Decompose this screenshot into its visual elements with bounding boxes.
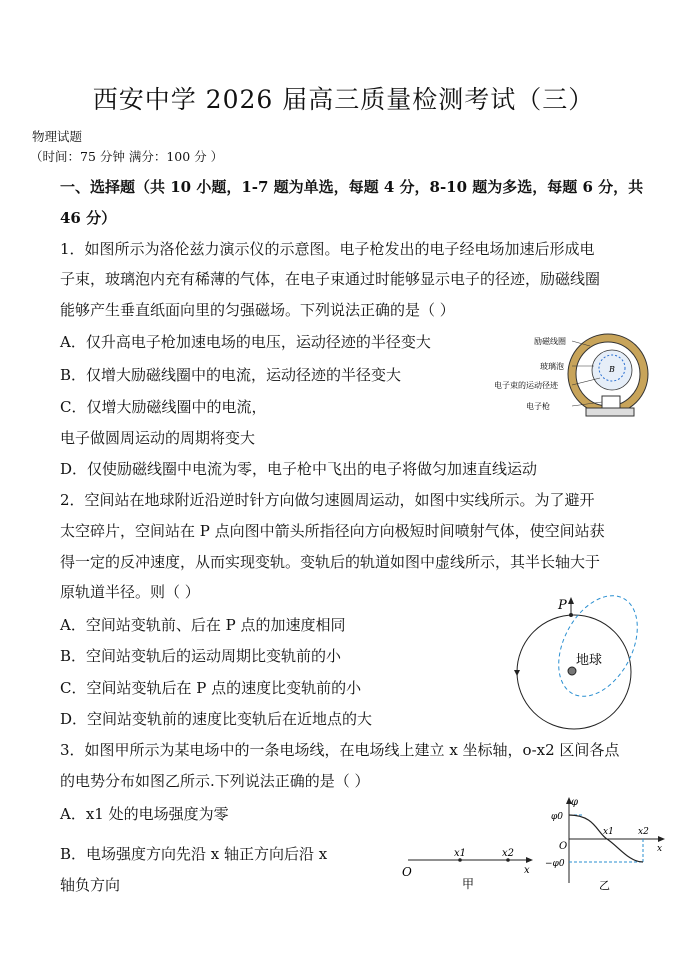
q1-stem-line2: 子束，玻璃泡内充有稀薄的气体，在电子束通过时能够显示电子的径迹，励磁线圈	[60, 270, 601, 288]
gun-label: 电子枪	[526, 402, 550, 411]
q1-stem-line1: 1．如图所示为洛伦兹力演示仪的示意图。电子枪发出的电子经电场加速后形成电	[60, 240, 595, 258]
q2-option-d: D．空间站变轨前的速度比变轨后在近地点的大	[60, 710, 373, 728]
orbit-figure	[508, 588, 658, 733]
q1-option-a: A．仅升高电子枪加速电场的电压，运动径迹的半径变大	[60, 333, 431, 351]
section-heading-line1: 一、选择题（共 10 小题，1-7 题为单选，每题 4 分，8-10 题为多选，每题 6 分，共	[60, 178, 644, 196]
point-p-label: P	[558, 598, 567, 613]
q1-option-c-line2: 电子做圆周运动的周期将变大	[60, 429, 256, 447]
lorentz-apparatus-figure	[490, 330, 660, 422]
section-heading-line2: 46 分）	[60, 209, 117, 227]
jia-x1-label: x1	[454, 848, 467, 859]
bulb-label: 玻璃泡	[540, 362, 564, 371]
yi-x-label: x	[657, 844, 663, 854]
q2-stem-line4: 原轨道半径。则（ ）	[60, 583, 200, 601]
field-b-label: B	[609, 365, 615, 374]
yi-x1-label: x1	[603, 827, 614, 837]
q2-stem-line1: 2．空间站在地球附近沿逆时针方向做匀速圆周运动，如图中实线所示。为了避开	[60, 491, 595, 509]
q1-option-b: B．仅增大励磁线圈中的电流，运动径迹的半径变大	[60, 366, 402, 384]
q1-stem-line3: 能够产生垂直纸面向里的匀强磁场。下列说法正确的是（ ）	[60, 301, 455, 319]
q3-option-b-line1: B．电场强度方向先沿 x 轴正方向后沿 x	[60, 845, 328, 863]
q2-stem-line2: 太空碎片，空间站在 P 点向图中箭头所指径向方向极短时间喷射气体，使空间站获	[60, 522, 605, 540]
yi-neg-phi0-label: −φ0	[545, 859, 565, 869]
yi-phi0-label: φ0	[551, 812, 564, 822]
q3-stem-line1: 3．如图甲所示为某电场中的一条电场线，在电场线上建立 x 坐标轴，o-x2 区间各点	[60, 741, 620, 759]
q3-option-b-line2: 轴负方向	[60, 876, 121, 894]
jia-x2-label: x2	[502, 848, 515, 859]
yi-phi-label: φ	[571, 797, 579, 808]
q1-option-c-line1: C．仅增大励磁线圈中的电流，	[60, 398, 267, 416]
potential-graph-figure	[545, 795, 670, 895]
page-title: 西安中学 2026 届高三质量检测考试（三）	[92, 85, 595, 114]
jia-origin-label: O	[402, 865, 412, 879]
q3-stem-line2: 的电势分布如图乙所示.下列说法正确的是（ ）	[60, 772, 370, 790]
q2-option-b: B．空间站变轨后的运动周期比变轨前的小	[60, 647, 342, 665]
track-label: 电子束的运动径迹	[494, 381, 558, 390]
coil-label: 励磁线圈	[534, 337, 566, 346]
q3-option-a: A．x1 处的电场强度为零	[60, 805, 229, 823]
q2-option-c: C．空间站变轨后在 P 点的速度比变轨前的小	[60, 679, 362, 697]
q2-option-a: A．空间站变轨前、后在 P 点的加速度相同	[60, 616, 346, 634]
yi-origin-label: O	[559, 841, 568, 852]
q2-stem-line3: 得一定的反冲速度，从而实现变轨。变轨后的轨道如图中虚线所示，其半长轴大于	[60, 553, 601, 571]
time-info: （时间：75 分钟 满分：100 分 ）	[30, 149, 224, 164]
jia-caption: 甲	[462, 877, 475, 890]
field-line-figure	[398, 846, 538, 890]
yi-caption: 乙	[599, 879, 610, 892]
yi-x2-label: x2	[638, 827, 649, 837]
subject-label: 物理试题	[32, 129, 83, 144]
earth-label: 地球	[576, 653, 603, 668]
q1-option-d: D．仅使励磁线圈中电流为零，电子枪中飞出的电子将做匀加速直线运动	[60, 460, 538, 478]
jia-x-label: x	[524, 865, 530, 876]
